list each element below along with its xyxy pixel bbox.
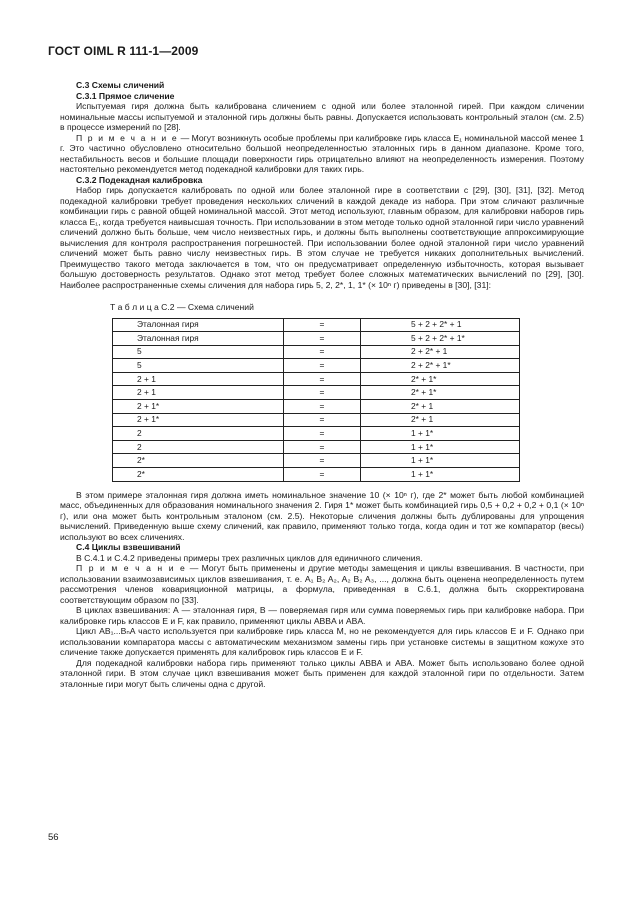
table-cell: = — [284, 359, 361, 373]
table-cell: 5 + 2 + 2* + 1 — [361, 318, 520, 332]
table-row — [113, 345, 520, 359]
table-cell: = — [284, 413, 361, 427]
table-cell: 2* + 1* — [361, 386, 520, 400]
table-cell: Эталонная гиря — [113, 318, 284, 332]
table-cell: 2* + 1* — [361, 372, 520, 386]
note-paragraph — [60, 133, 584, 175]
document-header: ГОСТ OIML R 111-1—2009 — [48, 44, 199, 58]
paragraph: В циклах взвешивания: А — эталонная гиря, В — поверяемая гиря или сумма поверяемых гирь при калибровке набора. При калибровке гирь классов E и F, как правило, применяют циклы ABBA и ABA. — [60, 605, 584, 626]
table-cell: 2 — [113, 427, 284, 441]
table-cell: 2 + 2* + 1* — [361, 359, 520, 373]
table-cell: = — [284, 400, 361, 414]
paragraph: Для подекадной калибровки набора гирь применяют только циклы ABBA и ABA. Может быть использовано более одной эталонной гири. В этом случае цикл взвешивания может быть применен для каждой эталонной гири по отдельности. Затем эталонные гири могут быть сличены одна с другой. — [60, 657, 584, 689]
section-c4-title: С.4 Циклы взвешиваний — [76, 542, 181, 553]
table-cell: 2 — [113, 440, 284, 454]
paragraph: В этом примере эталонная гиря должна иметь номинальное значение 10 (× 10ⁿ г), где 2* может быть любой комбинацией масс, объединенных для образования номинального значения 2. Гиря 1* может быть комбинацией гирь 0,5 + 0,2 + 0,2 + 0,1 (× 10ⁿ г), или она может быть контрольным эталоном (см. 2.5). Некоторые сличения должны быть дублированы для упрощения вычислений. Приведенную выше схему сличений, как правило, применяют только тогда, когда один и тот же компаратор (весы) используют во всех сличениях. — [60, 489, 584, 542]
table-cell: 2 + 1 — [113, 372, 284, 386]
table-cell: 2 + 1* — [113, 413, 284, 427]
table-cell: 1 + 1* — [361, 427, 520, 441]
table-cell: Эталонная гиря — [113, 332, 284, 346]
table-cell: 2 + 1* — [113, 400, 284, 414]
table-cell: 2* — [113, 468, 284, 482]
section-c32-title: С.3.2 Подекадная калибровка — [76, 174, 203, 185]
paragraph: Набор гирь допускается калибровать по одной или более эталонной гире в соответствии с [29], [30], [31], [32]. Метод подекадной калибровки требует проведения нескольких сличений в каждой декаде из набора. При этом сличают различные комбинации гирь с равной общей номинальной массой. Этот метод используют, главным образом, для калибровки наборов гирь класса E₁, когда требуется наивысшая точность. При использовании в этом методе только одной эталонной гири число уравнений сличений должно быть больше, чем число неизвестных гирь, и должны быть выполнены соответствующие аппроксимирующие вычисления для контроля распространения погрешностей. При использовании более одной эталонной гири число уравнений сличений может быть равно числу неизвестных гирь. В этом случае не требуется никаких дополнительных вычислений. Преимущество такого метода заключается в том, что он предусматривает определенную избыточность, которая вызывает большую достоверность результатов. Однако этот метод требует более сложных математических вычислений по [29], [30]. Наиболее распространенные схемы сличения для набора гирь 5, 2, 2*, 1, 1* (× 10ⁿ г) приведены в [30], [31]: — [60, 185, 584, 290]
table-cell: 2 + 1 — [113, 386, 284, 400]
document-body — [60, 80, 584, 689]
page-number: 56 — [48, 832, 59, 843]
table-cell: 2* + 1 — [361, 400, 520, 414]
table-cell: 1 + 1* — [361, 454, 520, 468]
table-cell: 1 + 1* — [361, 440, 520, 454]
section-c31-title: С.3.1 Прямое сличение — [76, 90, 175, 101]
table-cell: = — [284, 372, 361, 386]
table-row — [113, 400, 520, 414]
table-cell: = — [284, 468, 361, 482]
table-row — [113, 318, 520, 332]
table-row — [113, 386, 520, 400]
table-cell: = — [284, 427, 361, 441]
table-cell: 2 + 2* + 1 — [361, 345, 520, 359]
table-row — [113, 413, 520, 427]
table-row — [113, 454, 520, 468]
table-cell: = — [284, 440, 361, 454]
table-caption: Т а б л и ц а С.2 — Схема сличений — [110, 302, 254, 312]
table-row — [113, 332, 520, 346]
table-row — [113, 468, 520, 482]
note-text: — Могут быть применены и другие методы замещения и циклы взвешивания. В частности, при использовании взаимозависимых циклов взвешивания, т. е. A₁ B₂ A₂, A₂ B₂ A₃, ..., должна быть оценена неопределенность путем рассмотрения членов коварияционной матрицы, а формула, приведенная в С.6.1, должна быть скорректирована соответствующим образом по [33]. — [60, 563, 584, 605]
note-label: П р и м е ч а н и е — [76, 563, 187, 574]
table-cell: = — [284, 318, 361, 332]
table-row — [113, 427, 520, 441]
section-c3-title: С.3 Схемы сличений — [76, 80, 165, 90]
note-label: П р и м е ч а н и е — [76, 132, 179, 143]
table-cell: 2* — [113, 454, 284, 468]
table-cell: = — [284, 345, 361, 359]
table-cell: = — [284, 332, 361, 346]
table-cell: 1 + 1* — [361, 468, 520, 482]
table-cell: = — [284, 386, 361, 400]
table-row — [113, 359, 520, 373]
paragraph: В С.4.1 и С.4.2 приведены примеры трех различных циклов для единичного сличения. — [76, 552, 423, 563]
paragraph: Цикл AB₁...BₙA часто используется при калибровке гирь класса M, но не рекомендуется для гирь классов E и F. Однако при использовании компаратора массы с автоматическим механизмом замены гирь при установке системы в защитном кожухе это сличение также допускается применять для калибровок гирь классов E и F. — [60, 626, 584, 658]
table-row — [113, 440, 520, 454]
table-cell: 5 — [113, 359, 284, 373]
comparison-scheme-table — [112, 318, 520, 482]
table-cell: 2* + 1 — [361, 413, 520, 427]
table-cell: = — [284, 454, 361, 468]
note-paragraph — [60, 563, 584, 605]
table-cell: 5 + 2 + 2* + 1* — [361, 332, 520, 346]
note-text: — Могут возникнуть особые проблемы при калибровке гирь класса E₁ номинальной массой менее 1 г. Это частично обусловлено относительно большой неопределенностью эталонных гирь в данном диапазоне. Кроме того, нестабильность весов и большие площади поверхности гирь отрицательно влияют на неопределенность измерения. Поэтому настоятельно рекомендуется метод подекадной калибровки для таких гирь. — [60, 132, 584, 174]
table-cell: 5 — [113, 345, 284, 359]
paragraph: Испытуемая гиря должна быть калибрована сличением с одной или более эталонной гирей. При каждом сличении номинальные массы испытуемой и эталонной гирь должны быть равны. Допускается использовать контрольный эталон (см. 2.5) в процессе измерений по [28]. — [60, 101, 584, 132]
table-row — [113, 372, 520, 386]
